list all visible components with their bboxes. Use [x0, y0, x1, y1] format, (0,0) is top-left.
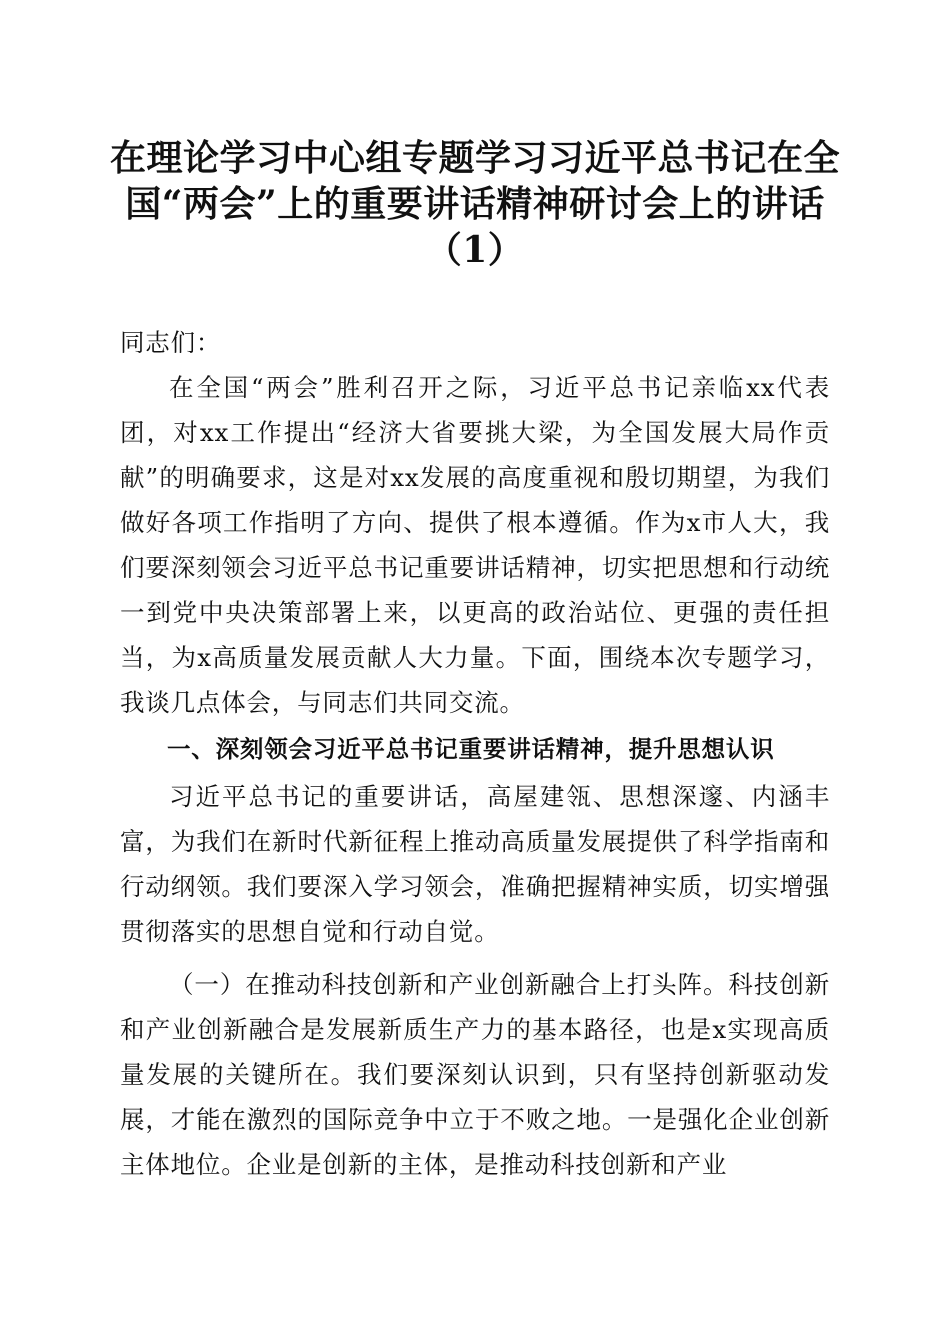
document-title [110, 135, 840, 273]
title-line-2: 国“两会”上的重要讲话精神研讨会上的讲话 [125, 183, 825, 225]
section-paragraph: 习近平总书记的重要讲话，高屋建瓴、思想深邃、内涵丰富，为我们在新时代新征程上推动高质量发展提供了科学指南和行动纲领。我们要深入学习领会，准确把握精神实质，切实增强贯彻落实的思想自觉和行动自觉。 [120, 782, 830, 946]
sub-section-paragraph [120, 962, 830, 1187]
sub-paragraph-text: 科技创新和产业创新融合是发展新质生产力的基本路径，也是x实现高质量发展的关键所在。我们要深刻认识到，只有坚持创新驱动发展，才能在激烈的国际竞争中立于不败之地。一是强化企业创新主体地位。企业是创新的主体，是推动科技创新和产业 [120, 970, 830, 1179]
section-heading: 一、深刻领会习近平总书记重要讲话精神，提升思想认识 [167, 735, 775, 763]
document-body [120, 320, 830, 1187]
title-line-1: 在理论学习中心组专题学习习近平总书记在全 [110, 137, 841, 179]
salutation: 同志们： [120, 328, 222, 357]
title-line-3: （1） [425, 229, 525, 271]
intro-paragraph: 在全国“两会”胜利召开之际，习近平总书记亲临xx代表团，对xx工作提出“经济大省要挑大梁，为全国发展大局作贡献”的明确要求，这是对xx发展的高度重视和殷切期望，为我们做好各项工作指明了方向、提供了根本遵循。作为x市人大，我们要深刻领会习近平总书记重要讲话精神，切实把思想和行动统一到党中央决策部署上来，以更高的政治站位、更强的责任担当，为x高质量发展贡献人大力量。下面，围绕本次专题学习，我谈几点体会，与同志们共同交流。 [120, 373, 830, 717]
sub-heading: （一）在推动科技创新和产业创新融合上打头阵。 [169, 970, 729, 999]
